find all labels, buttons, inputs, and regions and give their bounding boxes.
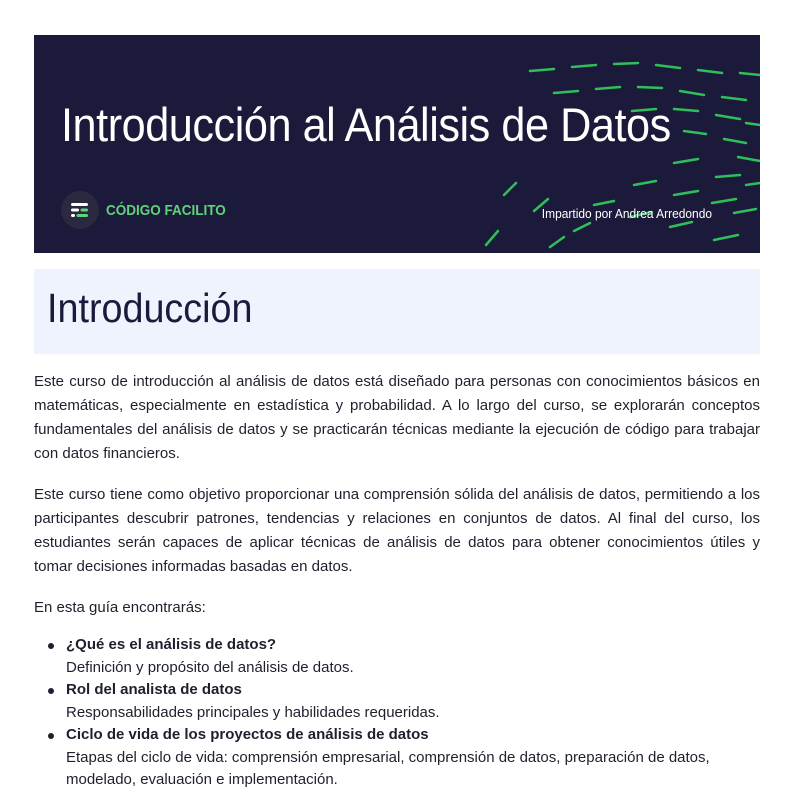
codigo-facilito-logo-icon (61, 191, 99, 229)
list-item-description: Definición y propósito del análisis de datos. (66, 658, 354, 676)
list-item-description: Responsabilidades principales y habilidades requeridas. (66, 703, 440, 721)
section-heading-box (34, 269, 760, 354)
author-byline: Impartido por Andrea Arredondo (541, 206, 712, 221)
brand-name: CÓDIGO FACILITO (106, 201, 226, 219)
guide-list (34, 634, 760, 792)
list-item-title: Ciclo de vida de los proyectos de análisis de datos (66, 726, 429, 743)
list-item (34, 634, 760, 679)
course-title: Introducción al Análisis de Datos (61, 98, 671, 151)
guide-intro: En esta guía encontrarás: (34, 599, 206, 616)
course-banner (34, 35, 760, 253)
list-item (34, 724, 760, 792)
content-body (34, 370, 760, 792)
list-item (34, 679, 760, 724)
intro-paragraph-1: Este curso de introducción al análisis de datos está diseñado para personas con conocimientos básicos en matemáticas, especialmente en estadística y probabilidad. A lo largo del curso, se explorarán conceptos fundamentales del análisis de datos y se practicarán técnicas mediante la ejecución de código para trabajar con datos financieros. (34, 373, 760, 462)
section-heading: Introducción (47, 285, 253, 331)
brand (61, 191, 239, 229)
intro-paragraph-2: Este curso tiene como objetivo proporcionar una comprensión sólida del análisis de datos, permitiendo a los participantes descubrir patrones, tendencias y relaciones en conjuntos de datos. Al final del curso, los estudiantes serán capaces de aplicar técnicas de análisis de datos para obtener conocimientos útiles y tomar decisiones informadas basadas en datos. (34, 486, 760, 575)
list-item-title: ¿Qué es el análisis de datos? (66, 636, 277, 653)
list-item-description: Etapas del ciclo de vida: comprensión empresarial, comprensión de datos, preparación de datos, modelado, evaluación e implementación. (66, 748, 710, 788)
list-item-title: Rol del analista de datos (66, 681, 242, 698)
